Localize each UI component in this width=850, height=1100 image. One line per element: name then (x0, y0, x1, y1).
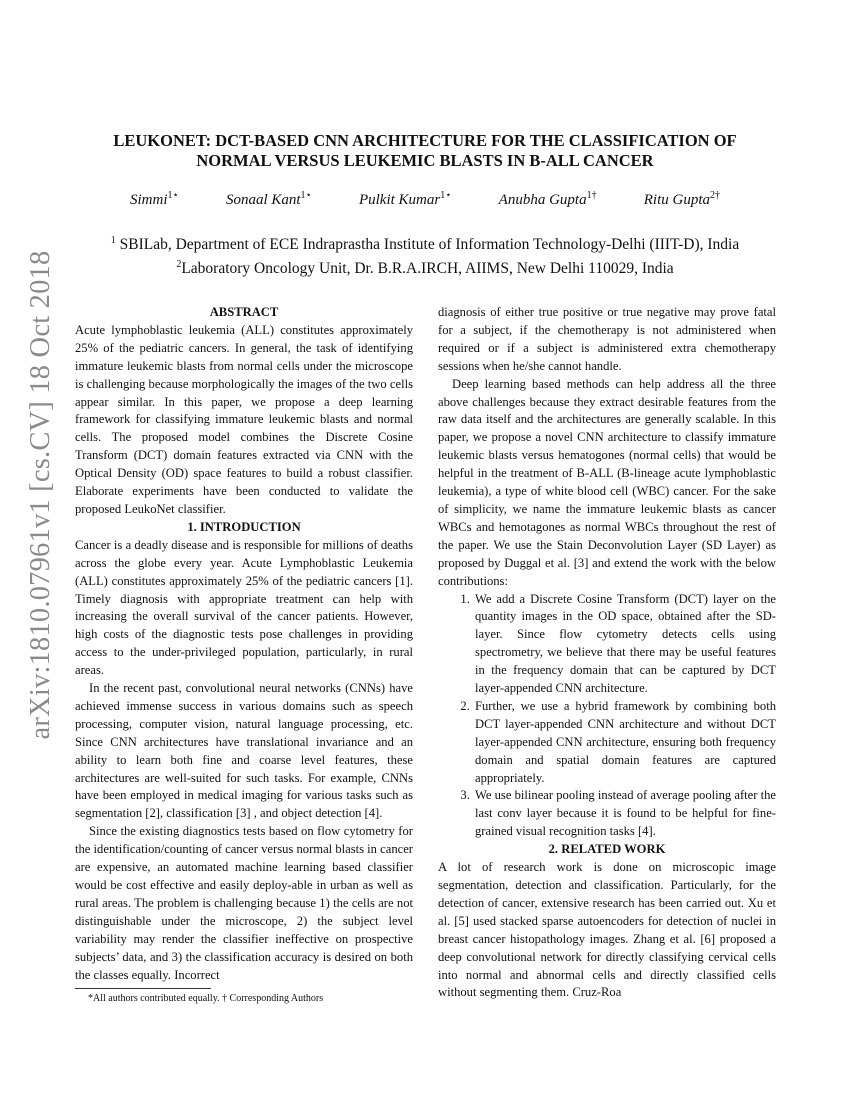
right-column (438, 304, 776, 1002)
affiliation: $^1$ SBILab, Department of ECE Indraprastha Institute of Information Technology-Delhi (IIIT-D), India (110, 235, 740, 254)
title-line: LEUKONET: DCT-BASED CNN ARCHITECTURE FOR THE CLASSIFICATION OF (113, 131, 737, 150)
arxiv-stamp: arXiv:1810.07961v1 [cs.CV] 18 Oct 2018 (25, 250, 56, 740)
title-line: NORMAL VERSUS LEUKEMIC BLASTS IN B-ALL CANCER (196, 151, 654, 170)
author-list (70, 190, 780, 209)
introduction-heading: 1. INTRODUCTION (187, 519, 301, 534)
author: Sonaal Kant$^{1⋆}$ (225, 190, 312, 208)
author: Simmi$^{1⋆}$ (130, 190, 179, 208)
footnote-divider (75, 988, 211, 989)
paragraph: diagnosis of either true positive or true negative may prove fatal for a subject, if the chemotherapy is not administered when required or if a subject is administered extra chemotherapy sessions when he/she cannot handle. (438, 305, 776, 373)
paragraph: In the recent past, convolutional neural networks (CNNs) have achieved immense success in various domains such as speech processing, computer vision, natural language processing, etc. Since CNN architectures have translational invariance and an ability to learn both fine and coarse level features, these architectures are well-suited for such tasks. For example, CNNs have been employed in medical imaging for various tasks such as segmentation [2], classification [3] , and object detection [4]. (75, 681, 413, 821)
paragraph: A lot of research work is done on microscopic image segmentation, detection and classification. Particularly, for the detection of cancer, extensive research has been carried out. Xu et al. [5] used stacked sparse autoencoders for detection of nuclei in breast cancer histopathology images. Zhang et al. [6] proposed a deep convolutional network for directly classifying cervical cells into normal and abnormal cells and directly classified cells without segmenting them. Cruz-Roa (438, 860, 776, 1000)
left-column (75, 304, 413, 984)
list-item: 3. We use bilinear pooling instead of average pooling after the last conv layer because it is found to be helpful for fine-grained visual recognition tasks [4]. (473, 787, 776, 841)
abstract-text: Acute lymphoblastic leukemia (ALL) constitutes approximately 25% of the pediatric cancers. In general, the task of identifying immature leukemic blasts from normal cells under the microscope is challenging because morphologically the images of the two cells appear similar. In this paper, we propose a deep learning framework for classifying immature leukemic blasts and normal cells. The proposed model combines the Discrete Cosine Transform (DCT) domain features extracted via CNN with the Optical Density (OD) space features to build a robust classifier. Elaborate experiments have been conducted to validate the proposed LeukoNet classifier. (75, 322, 413, 516)
abstract-heading: ABSTRACT (209, 305, 279, 319)
author: Pulkit Kumar$^{1⋆}$ (358, 190, 452, 208)
list-item: 1. We add a Discrete Cosine Transform (DCT) layer on the quantity images in the OD space, obtained after the SD-layer. Since flow cytometry detects cells using spectrometry, we believe that there may be useful features in the frequency domain that can be captured by DCT layer-appended CNN architecture. (473, 591, 776, 698)
paragraph: Cancer is a deadly disease and is responsible for millions of deaths across the globe every year. Acute Lymphoblastic Leukemia (ALL) constitutes approximately 25% of the pediatric cancers [1]. Timely diagnosis with appropriate treatment can help with increasing the overall survival of the cancer patients. However, high costs of the diagnostic tests pose challenges in providing access to the under-privileged population, particularly, in rural areas. (75, 537, 413, 678)
affiliations (70, 231, 780, 279)
author: Ritu Gupta$^{2\dagger}$ (643, 190, 720, 208)
footnote: *All authors contributed equally. † Corresponding Authors (88, 993, 324, 1004)
paper-title (70, 131, 780, 171)
paragraph: Since the existing diagnostics tests based on flow cytometry for the identification/counting of cancer versus normal blasts in cancer are expensive, an automated machine learning based classifier would be cost effective and easily deploy-able in urban as well as rural areas. The problem is challenging because 1) the cells are not distinguishable under the microscope, 2) the subject level variability may render the classifier ineffective on prospective subjects’ data, and 3) the classification accuracy is desired on both the classes equally. Incorrect (75, 824, 413, 982)
contribution-list (438, 591, 776, 842)
related-work-heading: 2. RELATED WORK (548, 842, 666, 857)
list-item: 2. Further, we use a hybrid framework by combining both DCT layer-appended CNN architecture and without DCT layer-appended CNN architecture, ensuring both frequency domain and spatial domain features are captured appropriately. (473, 698, 776, 788)
affiliation: $^2$Laboratory Oncology Unit, Dr. B.R.A.IRCH, AIIMS, New Delhi 110029, India (176, 259, 674, 278)
paragraph: Deep learning based methods can help address all the three above challenges because they extract desirable features from the raw data itself and the architectures are generally scalable. In this paper, we propose a novel CNN architecture to classify immature leukemic blasts versus hematogones (normal cells) that would be helpful in the treatment of B-ALL (B-lineage acute lymphoblastic leukemia), a type of white blood cell (WBC) cancer. For the sake of simplicity, we name the immature leukemic blasts as cancer WBCs and hemotagones as normal WBCs throughout the rest of the paper. We use the Stain Deconvolution Layer (SD Layer) as proposed by Duggal et al. [3] and extend the work with the below contributions: (438, 376, 776, 588)
author: Anubha Gupta$^{1\dagger}$ (498, 190, 597, 208)
